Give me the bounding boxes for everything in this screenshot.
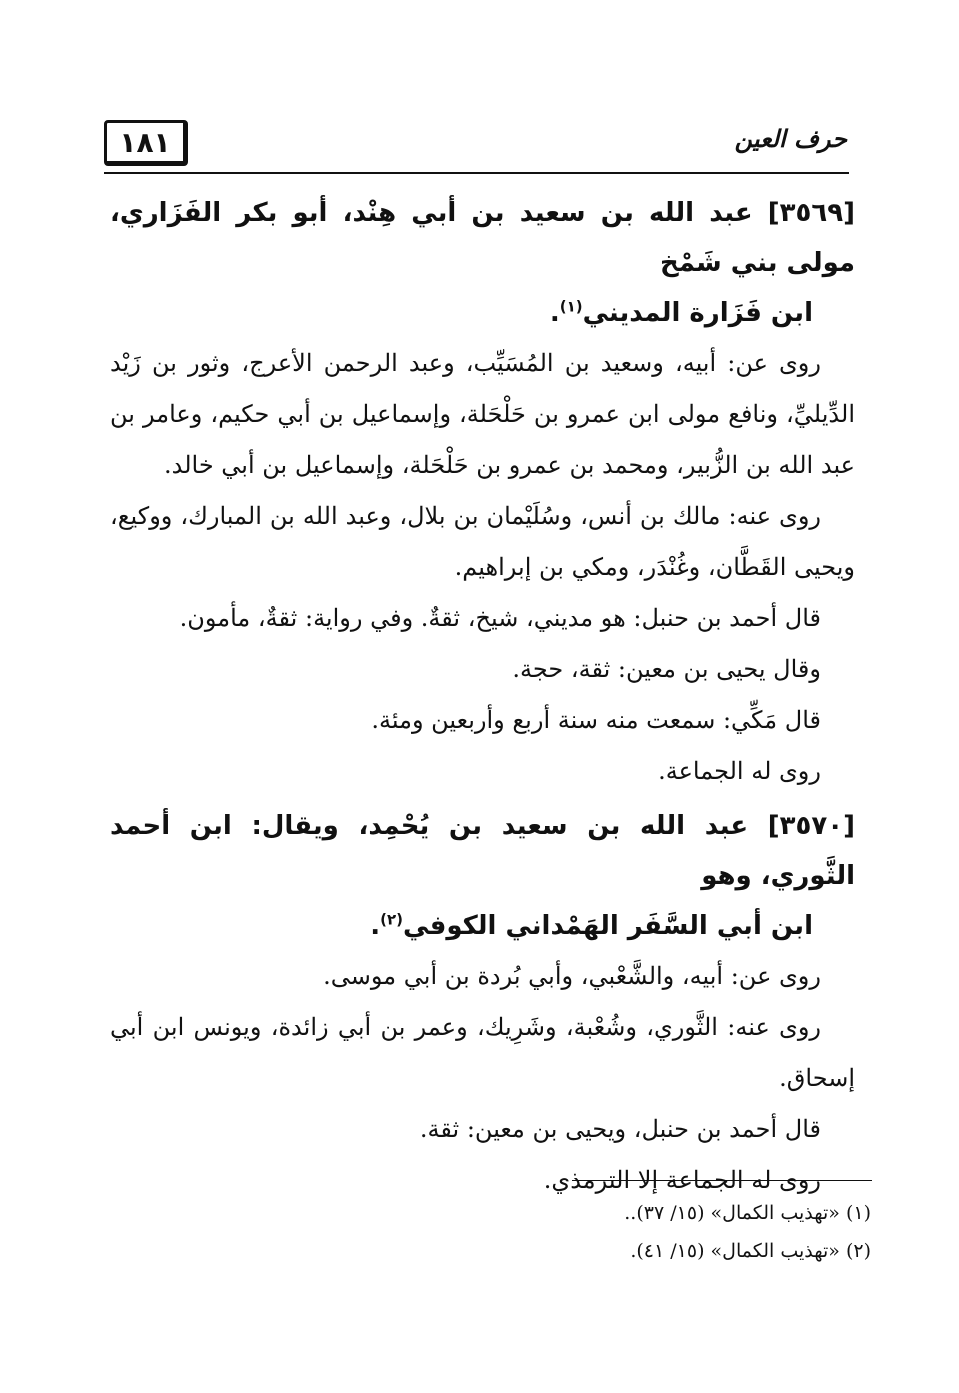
narrators-from-him-paragraph: روى عنه: مالك بن أنس، وسُلَيْمان بن بلال، وعبد الله بن المبارك، ووكيع، ويحيى القَطَّان، وغُنْدَر، ومكي بن إبراهيم. [110, 502, 855, 581]
narrated-by-paragraph: روى له الجماعة. [658, 757, 821, 785]
entry-heading [110, 188, 855, 338]
narrated-by-paragraph: روى له الجماعة إلا الترمذي. [543, 1166, 821, 1194]
running-header-title: حرف العين [734, 124, 847, 153]
entry-heading-line2: ابن أبي السَّفَر الهَمْداني الكوفي [403, 911, 813, 941]
narrators-from-him-paragraph: روى عنه: الثَّوري، وشُعْبة، وشَرِيك، وعمر بن أبي زائدة، ويونس ابن أبي إسحاق. [110, 1013, 855, 1092]
page-number: ١٨١ [104, 120, 188, 166]
heading-end-punct: . [370, 911, 381, 941]
header-divider [104, 172, 849, 174]
entry-heading [110, 801, 855, 951]
entry-heading-line2: ابن فَزَارة المديني [582, 298, 813, 328]
entry-heading-line2-wrap [110, 901, 855, 951]
opinion-ahmad: قال أحمد بن حنبل: هو مديني، شيخ، ثقةٌ. وفي رواية: ثقةٌ، مأمون. [179, 604, 821, 632]
opinion-ahmad-yahya: قال أحمد بن حنبل، ويحيى بن معين: ثقة. [419, 1115, 821, 1143]
opinion-yahya: وقال يحيى بن معين: ثقة، حجة. [512, 655, 821, 683]
footnote-1: (١) «تهذيب الكمال» (١٥/ ٣٧).. [624, 1202, 871, 1224]
footnote-2: (٢) «تهذيب الكمال» (١٥/ ٤١). [630, 1240, 871, 1262]
entry-heading-line2-wrap [110, 288, 855, 338]
narrated-from-paragraph: روى عن: أبيه، وسعيد بن المُسَيِّب، وعبد الرحمن الأعرج، وثور بن زَيْد الدِّيليِّ، ونافع مولى ابن عمرو بن حَلْحَلة، وإسماعيل بن أبي حكيم، وعامر بن عبد الله بن الزُّبير، ومحمد بن عمرو بن حَلْحَلة، وإسماعيل بن أبي خالد. [110, 349, 855, 479]
footnote-marker[interactable]: (٢) [380, 910, 404, 929]
narrated-from-paragraph: روى عن: أبيه، والشَّعْبي، وأبي بُردة بن أبي موسى. [323, 962, 821, 990]
heading-end-punct: . [549, 298, 560, 328]
main-text [110, 188, 855, 1206]
footnotes [624, 1194, 871, 1270]
footnote-divider [572, 1180, 872, 1181]
opinion-makki: قال مَكِّي: سمعت منه سنة أربع وأربعين ومئة. [371, 706, 821, 734]
entry-heading-line1: [٣٥٦٩] عبد الله بن سعيد بن أبي هِنْد، أبو بكر الفَزَاري، مولى بني شَمْخ [110, 198, 855, 278]
entry-3570 [110, 801, 855, 1206]
entry-heading-line1: [٣٥٧٠] عبد الله بن سعيد بن يُحْمِد، ويقال: ابن أحمد الثَّوري، وهو [110, 811, 855, 891]
entry-3569 [110, 188, 855, 797]
footnote-marker[interactable]: (١) [559, 297, 583, 316]
